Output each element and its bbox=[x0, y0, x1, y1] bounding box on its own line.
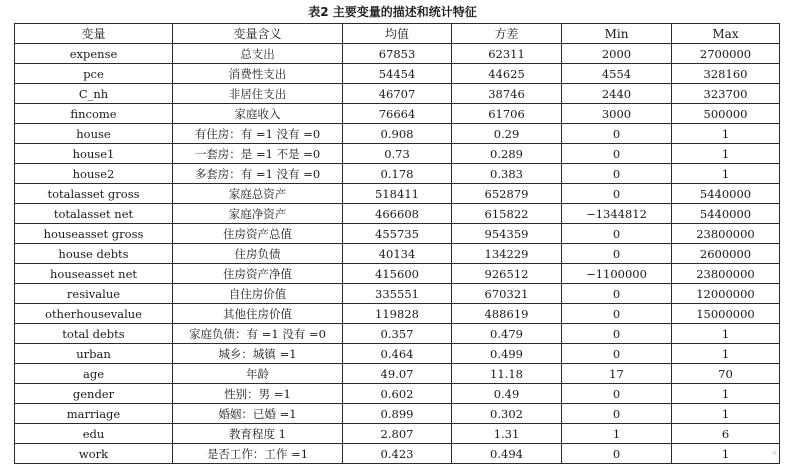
cell-meaning: 婚姻：已婚 =1 bbox=[173, 404, 343, 424]
cell-min: 0 bbox=[562, 404, 672, 424]
cell-mean: 335551 bbox=[343, 284, 452, 304]
table-row bbox=[15, 184, 780, 204]
header-variance: 方差 bbox=[452, 24, 562, 44]
cell-variance: 0.383 bbox=[452, 164, 562, 184]
cell-min: 3000 bbox=[562, 104, 672, 124]
table-row bbox=[15, 304, 780, 324]
cell-variance: 652879 bbox=[452, 184, 562, 204]
cell-min: 0 bbox=[562, 384, 672, 404]
cell-mean: 0.602 bbox=[343, 384, 452, 404]
cell-variance: 134229 bbox=[452, 244, 562, 264]
cell-variable: total debts bbox=[15, 324, 173, 344]
cell-variable: totalasset gross bbox=[15, 184, 173, 204]
cell-meaning: 家庭收入 bbox=[173, 104, 343, 124]
cell-min: −1344812 bbox=[562, 204, 672, 224]
cell-mean: 0.357 bbox=[343, 324, 452, 344]
cell-variable: gender bbox=[15, 384, 173, 404]
cell-variable: urban bbox=[15, 344, 173, 364]
cell-variable: house1 bbox=[15, 144, 173, 164]
cell-variance: 954359 bbox=[452, 224, 562, 244]
watermark: ✳ bbox=[768, 446, 782, 461]
table-row bbox=[15, 104, 780, 124]
cell-meaning: 城乡：城镇 =1 bbox=[173, 344, 343, 364]
cell-meaning: 非居住支出 bbox=[173, 84, 343, 104]
cell-variance: 0.289 bbox=[452, 144, 562, 164]
cell-min: 0 bbox=[562, 304, 672, 324]
cell-min: 0 bbox=[562, 244, 672, 264]
cell-variable: age bbox=[15, 364, 173, 384]
cell-min: 0 bbox=[562, 344, 672, 364]
cell-variable: house2 bbox=[15, 164, 173, 184]
cell-min: 0 bbox=[562, 144, 672, 164]
cell-min: 0 bbox=[562, 284, 672, 304]
cell-mean: 466608 bbox=[343, 204, 452, 224]
cell-variance: 1.31 bbox=[452, 424, 562, 444]
table-row bbox=[15, 144, 780, 164]
cell-max: 15000000 bbox=[672, 304, 780, 324]
cell-variance: 61706 bbox=[452, 104, 562, 124]
cell-mean: 119828 bbox=[343, 304, 452, 324]
cell-variance: 0.494 bbox=[452, 444, 562, 464]
cell-meaning: 其他住房价值 bbox=[173, 304, 343, 324]
cell-meaning: 性别：男 =1 bbox=[173, 384, 343, 404]
cell-variance: 0.29 bbox=[452, 124, 562, 144]
table-row bbox=[15, 444, 780, 464]
cell-max: 6 bbox=[672, 424, 780, 444]
cell-variable: house bbox=[15, 124, 173, 144]
cell-meaning: 家庭净资产 bbox=[173, 204, 343, 224]
cell-mean: 0.899 bbox=[343, 404, 452, 424]
table-row bbox=[15, 384, 780, 404]
cell-mean: 0.464 bbox=[343, 344, 452, 364]
cell-mean: 455735 bbox=[343, 224, 452, 244]
cell-max: 1 bbox=[672, 124, 780, 144]
cell-mean: 0.423 bbox=[343, 444, 452, 464]
cell-min: 17 bbox=[562, 364, 672, 384]
cell-mean: 54454 bbox=[343, 64, 452, 84]
cell-mean: 46707 bbox=[343, 84, 452, 104]
cell-meaning: 一套房：是 =1 不是 =0 bbox=[173, 144, 343, 164]
cell-variable: marriage bbox=[15, 404, 173, 424]
cell-variance: 0.479 bbox=[452, 324, 562, 344]
cell-min: 0 bbox=[562, 224, 672, 244]
cell-mean: 76664 bbox=[343, 104, 452, 124]
cell-max: 323700 bbox=[672, 84, 780, 104]
table-body bbox=[15, 44, 780, 464]
cell-min: 0 bbox=[562, 444, 672, 464]
table-row bbox=[15, 424, 780, 444]
cell-variance: 615822 bbox=[452, 204, 562, 224]
cell-max: 1 bbox=[672, 144, 780, 164]
header-mean: 均值 bbox=[343, 24, 452, 44]
cell-meaning: 住房负债 bbox=[173, 244, 343, 264]
cell-mean: 0.73 bbox=[343, 144, 452, 164]
cell-max: 23800000 bbox=[672, 224, 780, 244]
table-row bbox=[15, 164, 780, 184]
cell-variance: 44625 bbox=[452, 64, 562, 84]
header-meaning: 变量含义 bbox=[173, 24, 343, 44]
cell-mean: 2.807 bbox=[343, 424, 452, 444]
cell-meaning: 年龄 bbox=[173, 364, 343, 384]
table-row bbox=[15, 364, 780, 384]
cell-max: 5440000 bbox=[672, 184, 780, 204]
cell-max: 500000 bbox=[672, 104, 780, 124]
header-max: Max bbox=[672, 24, 780, 44]
statistics-table bbox=[14, 23, 780, 464]
header-min: Min bbox=[562, 24, 672, 44]
cell-variable: totalasset net bbox=[15, 204, 173, 224]
cell-variance: 62311 bbox=[452, 44, 562, 64]
cell-variance: 488619 bbox=[452, 304, 562, 324]
cell-variance: 38746 bbox=[452, 84, 562, 104]
cell-meaning: 有住房：有 =1 没有 =0 bbox=[173, 124, 343, 144]
cell-meaning: 消费性支出 bbox=[173, 64, 343, 84]
cell-min: 2440 bbox=[562, 84, 672, 104]
table-row bbox=[15, 324, 780, 344]
cell-variance: 0.302 bbox=[452, 404, 562, 424]
cell-variance: 11.18 bbox=[452, 364, 562, 384]
cell-min: 4554 bbox=[562, 64, 672, 84]
cell-min: 0 bbox=[562, 164, 672, 184]
cell-max: 1 bbox=[672, 164, 780, 184]
cell-mean: 67853 bbox=[343, 44, 452, 64]
cell-variance: 670321 bbox=[452, 284, 562, 304]
cell-max: 1 bbox=[672, 444, 780, 464]
cell-min: 0 bbox=[562, 184, 672, 204]
table-row bbox=[15, 284, 780, 304]
table-row bbox=[15, 44, 780, 64]
cell-meaning: 住房资产总值 bbox=[173, 224, 343, 244]
cell-meaning: 住房资产净值 bbox=[173, 264, 343, 284]
cell-max: 5440000 bbox=[672, 204, 780, 224]
cell-variable: house debts bbox=[15, 244, 173, 264]
cell-min: 1 bbox=[562, 424, 672, 444]
header-variable: 变量 bbox=[15, 24, 173, 44]
cell-variance: 0.49 bbox=[452, 384, 562, 404]
cell-variable: otherhousevalue bbox=[15, 304, 173, 324]
cell-mean: 518411 bbox=[343, 184, 452, 204]
cell-variable: fincome bbox=[15, 104, 173, 124]
cell-variance: 926512 bbox=[452, 264, 562, 284]
cell-meaning: 自住房价值 bbox=[173, 284, 343, 304]
cell-variable: work bbox=[15, 444, 173, 464]
cell-max: 2700000 bbox=[672, 44, 780, 64]
table-row bbox=[15, 264, 780, 284]
cell-mean: 0.178 bbox=[343, 164, 452, 184]
cell-meaning: 多套房：有 =1 没有 =0 bbox=[173, 164, 343, 184]
cell-max: 328160 bbox=[672, 64, 780, 84]
table-row bbox=[15, 124, 780, 144]
cell-max: 23800000 bbox=[672, 264, 780, 284]
cell-min: 0 bbox=[562, 124, 672, 144]
cell-min: 0 bbox=[562, 324, 672, 344]
cell-meaning: 家庭总资产 bbox=[173, 184, 343, 204]
table-row bbox=[15, 244, 780, 264]
cell-mean: 49.07 bbox=[343, 364, 452, 384]
header-row bbox=[15, 24, 780, 44]
cell-variable: houseasset net bbox=[15, 264, 173, 284]
cell-max: 1 bbox=[672, 404, 780, 424]
cell-max: 1 bbox=[672, 324, 780, 344]
table-row bbox=[15, 204, 780, 224]
table-row bbox=[15, 84, 780, 104]
table-caption: 表2 主要变量的描述和统计特征 bbox=[308, 5, 477, 19]
cell-variable: houseasset gross bbox=[15, 224, 173, 244]
cell-max: 1 bbox=[672, 344, 780, 364]
cell-variable: edu bbox=[15, 424, 173, 444]
cell-mean: 40134 bbox=[343, 244, 452, 264]
cell-variable: C_nh bbox=[15, 84, 173, 104]
cell-max: 70 bbox=[672, 364, 780, 384]
cell-min: −1100000 bbox=[562, 264, 672, 284]
cell-mean: 415600 bbox=[343, 264, 452, 284]
cell-meaning: 教育程度 1 bbox=[173, 424, 343, 444]
cell-variable: resivalue bbox=[15, 284, 173, 304]
cell-meaning: 家庭负债：有 =1 没有 =0 bbox=[173, 324, 343, 344]
table-row bbox=[15, 224, 780, 244]
cell-meaning: 总支出 bbox=[173, 44, 343, 64]
cell-variable: pce bbox=[15, 64, 173, 84]
cell-max: 2600000 bbox=[672, 244, 780, 264]
cell-meaning: 是否工作：工作 =1 bbox=[173, 444, 343, 464]
cell-min: 2000 bbox=[562, 44, 672, 64]
cell-variable: expense bbox=[15, 44, 173, 64]
cell-mean: 0.908 bbox=[343, 124, 452, 144]
cell-max: 1 bbox=[672, 384, 780, 404]
cell-variance: 0.499 bbox=[452, 344, 562, 364]
table-row bbox=[15, 344, 780, 364]
table-row bbox=[15, 64, 780, 84]
cell-max: 12000000 bbox=[672, 284, 780, 304]
table-row bbox=[15, 404, 780, 424]
